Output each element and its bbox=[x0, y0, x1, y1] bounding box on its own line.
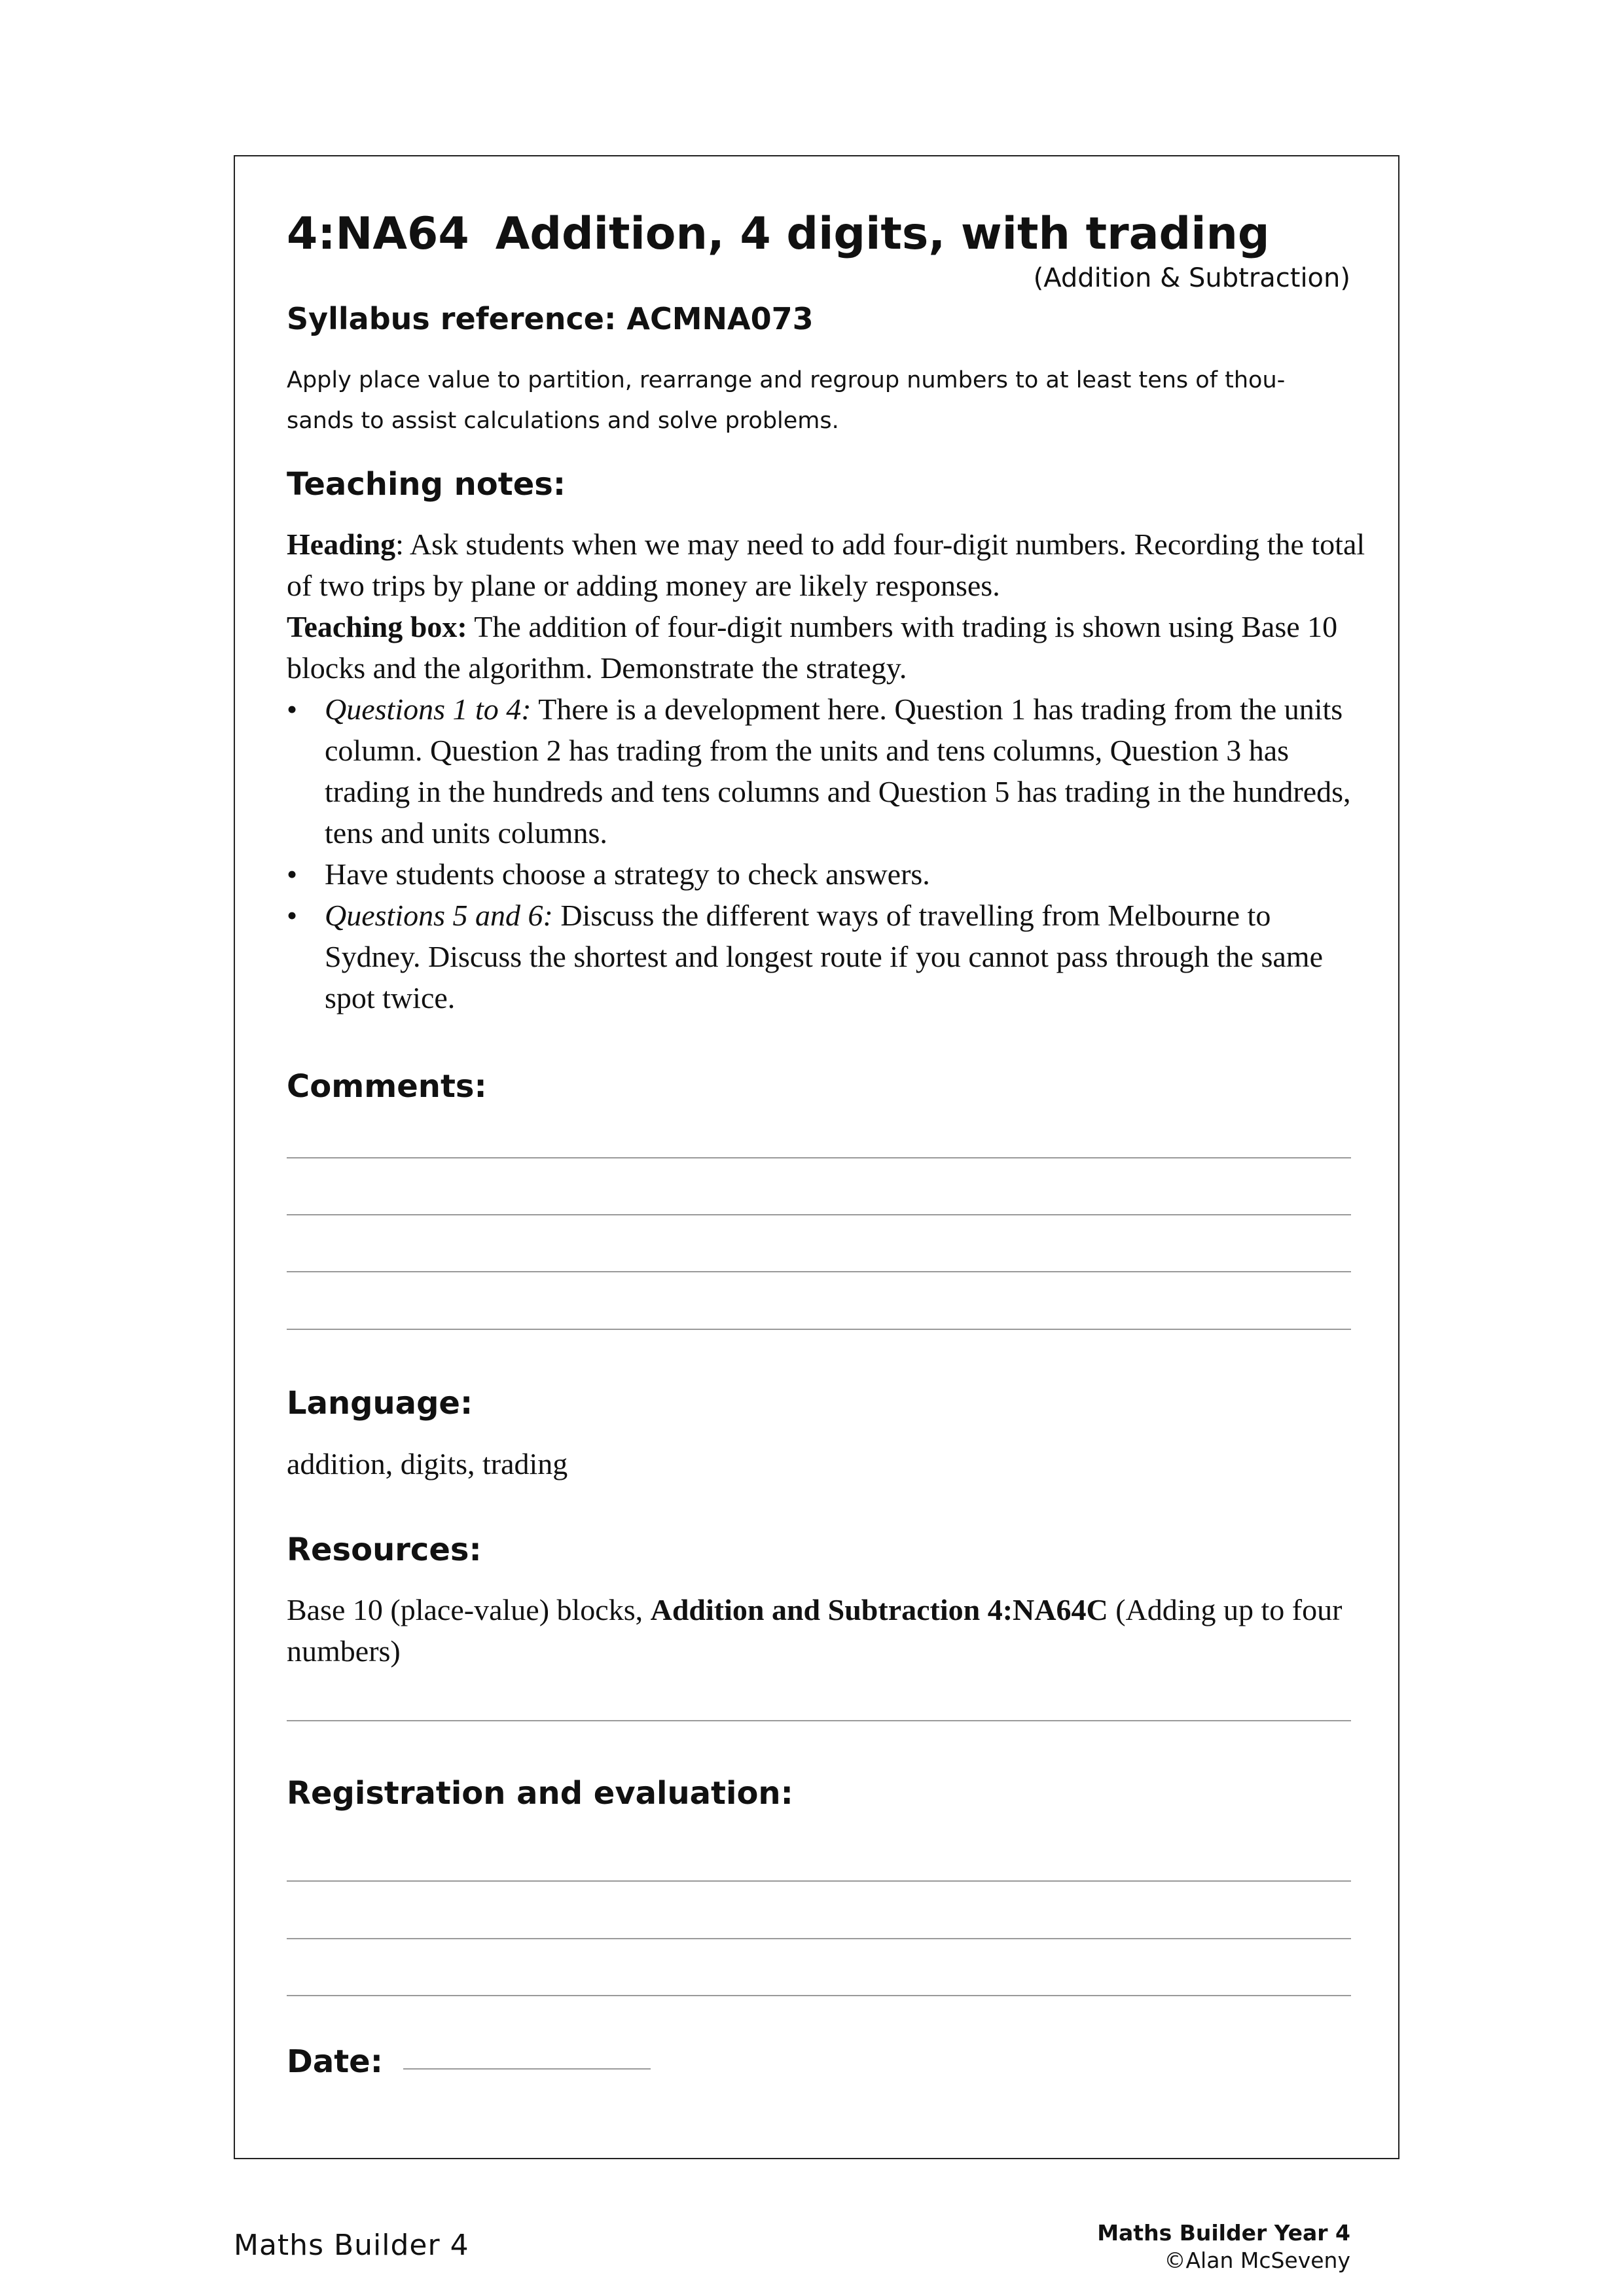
registration-line-3[interactable] bbox=[287, 1995, 1351, 1996]
resources-text-after: (Adding up to four numbers) bbox=[287, 1593, 1343, 1668]
resources-line[interactable] bbox=[287, 1720, 1351, 1721]
bullet-text: Discuss the different ways of travelling from Melbourne to Sydney. Discuss the shortest and longest route if you cannot pass through the same spot twice. bbox=[325, 899, 1323, 1014]
date-field-line[interactable] bbox=[403, 2068, 651, 2070]
footer-left: Maths Builder 4 bbox=[234, 2229, 469, 2262]
heading-note-label: Heading bbox=[287, 528, 396, 561]
registration-line-1[interactable] bbox=[287, 1880, 1351, 1882]
lesson-code: 4:NA64 bbox=[287, 208, 469, 260]
bullet-text: There is a development here. Question 1 has trading from the units column. Question 2 has trading from the units and tens columns, Question 3 has trading in the hundreds and tens columns and Question 5 has trading in the hundreds, tens and units columns. bbox=[325, 692, 1351, 850]
list-item bbox=[287, 853, 1367, 895]
resources-text-before: Base 10 (place-value) blocks, bbox=[287, 1593, 651, 1626]
strand-label: (Addition & Subtraction) bbox=[1033, 263, 1350, 293]
comments-line-3[interactable] bbox=[287, 1271, 1351, 1272]
language-heading: Language: bbox=[287, 1385, 473, 1422]
registration-line-2[interactable] bbox=[287, 1938, 1351, 1939]
syllabus-reference: Syllabus reference: ACMNA073 bbox=[287, 301, 814, 336]
teaching-notes-heading: Teaching notes: bbox=[287, 466, 566, 503]
comments-line-2[interactable] bbox=[287, 1214, 1351, 1215]
heading-note bbox=[287, 524, 1367, 606]
page-title bbox=[287, 208, 1270, 260]
list-item bbox=[287, 689, 1367, 853]
outcome-text bbox=[287, 360, 1347, 441]
date-label: Date: bbox=[287, 2043, 383, 2080]
language-text: addition, digits, trading bbox=[287, 1447, 568, 1480]
teaching-box-note bbox=[287, 606, 1367, 689]
list-item bbox=[287, 895, 1367, 1018]
bullet-icon: • bbox=[287, 692, 298, 726]
footer-copyright: ©Alan McSeveny bbox=[1164, 2248, 1350, 2273]
bullet-icon: • bbox=[287, 899, 298, 932]
resources-text bbox=[287, 1589, 1367, 1672]
bullet-icon: • bbox=[287, 857, 298, 891]
resources-bold: Addition and Subtraction 4:NA64C bbox=[650, 1593, 1108, 1626]
lesson-title: Addition, 4 digits, with trading bbox=[495, 208, 1270, 260]
outcome-line-2: sands to assist calculations and solve problems. bbox=[287, 408, 839, 434]
bullet-text: Have students choose a strategy to check answers. bbox=[325, 857, 930, 891]
bullet-label: Questions 5 and 6: bbox=[325, 899, 553, 932]
comments-line-4[interactable] bbox=[287, 1329, 1351, 1330]
teaching-notes-body bbox=[287, 524, 1367, 1018]
registration-heading: Registration and evaluation: bbox=[287, 1775, 793, 1812]
heading-note-text: : Ask students when we may need to add four-digit numbers. Recording the total of two trips by plane or adding money are likely responses. bbox=[287, 528, 1365, 602]
outcome-line-1: Apply place value to partition, rearrange and regroup numbers to at least tens of thou- bbox=[287, 367, 1286, 393]
teaching-box-text: The addition of four-digit numbers with trading is shown using Base 10 blocks and the algorithm. Demonstrate the strategy. bbox=[287, 610, 1338, 685]
footer-book-title: Maths Builder Year 4 bbox=[1097, 2220, 1350, 2246]
resources-heading: Resources: bbox=[287, 1532, 482, 1568]
comments-line-1[interactable] bbox=[287, 1157, 1351, 1158]
teaching-box-label: Teaching box: bbox=[287, 610, 467, 643]
comments-heading: Comments: bbox=[287, 1068, 487, 1105]
bullet-label: Questions 1 to 4: bbox=[325, 692, 532, 726]
